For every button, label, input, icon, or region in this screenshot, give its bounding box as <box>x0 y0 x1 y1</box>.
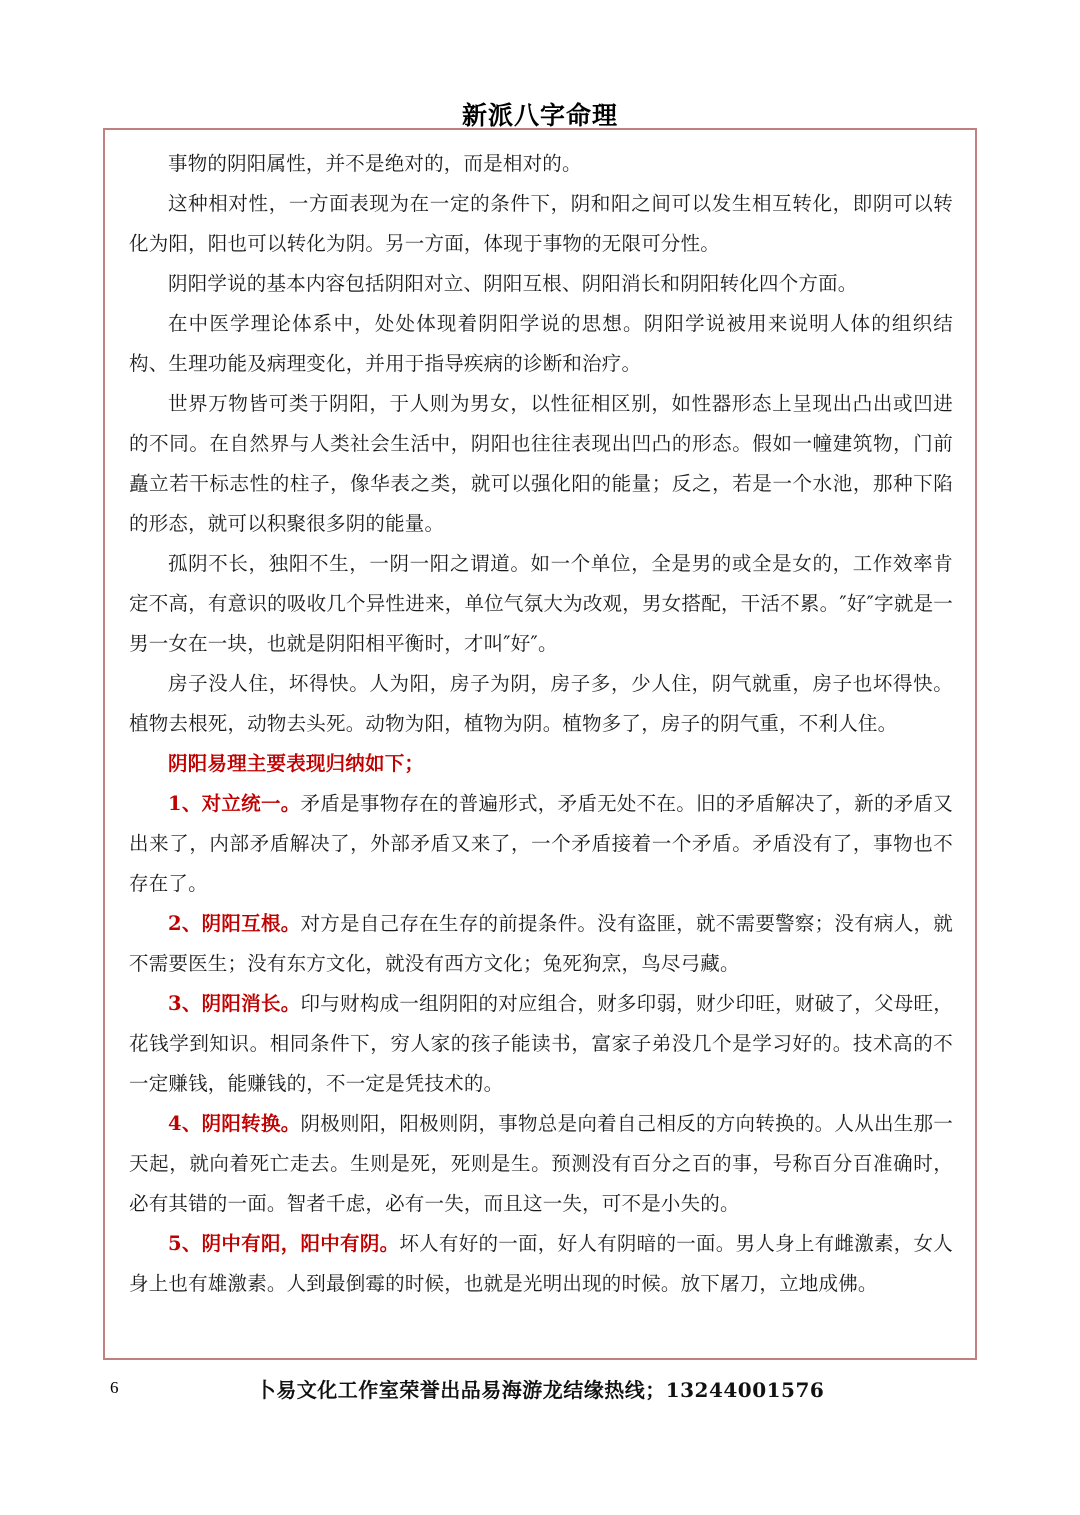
list-item-lead: 4、阴阳转换。 <box>168 1112 301 1135</box>
paragraph: 在中医学理论体系中，处处体现着阴阳学说的思想。阴阳学说被用来说明人体的组织结构、生理功能及病理变化，并用于指导疾病的诊断和治疗。 <box>129 312 953 375</box>
section-heading: 阴阳易理主要表现归纳如下； <box>168 752 425 775</box>
list-item <box>129 984 953 1104</box>
paragraph: 房子没人住，坏得快。人为阳，房子为阴，房子多，少人住，阴气就重，房子也坏得快。植物去根死，动物去头死。动物为阳，植物为阴。植物多了，房子的阴气重，不利人住。 <box>129 672 953 735</box>
paragraph: 阴阳学说的基本内容包括阴阳对立、阴阳互根、阴阳消长和阴阳转化四个方面。 <box>168 272 858 295</box>
list-item-text: 矛盾是事物存在的普遍形式，矛盾无处不在。旧的矛盾解决了，新的矛盾又出来了，内部矛盾解决了，外部矛盾又来了，一个矛盾接着一个矛盾。矛盾没有了，事物也不存在了。 <box>129 792 953 895</box>
paragraph: 事物的阴阳属性，并不是绝对的，而是相对的。 <box>168 152 582 175</box>
list-item <box>129 1224 953 1304</box>
paragraph: 世界万物皆可类于阴阳，于人则为男女，以性征相区别，如性器形态上呈现出凸出或凹进的不同。在自然界与人类社会生活中，阴阳也往往表现出凹凸的形态。假如一幢建筑物，门前矗立若干标志性的柱子，像华表之类，就可以强化阳的能量；反之，若是一个水池，那种下陷的形态，就可以积聚很多阴的能量。 <box>129 392 953 535</box>
content-frame <box>103 128 977 1360</box>
page-title: 新派八字命理 <box>461 101 618 130</box>
list-item-lead: 3、阴阳消长。 <box>168 992 301 1015</box>
paragraph: 孤阴不长，独阳不生，一阴一阳之谓道。如一个单位，全是男的或全是女的，工作效率肯定不高，有意识的吸收几个异性进来，单位气氛大为改观，男女搭配，干活不累。″好″字就是一男一女在一块，也就是阴阳相平衡时，才叫″好″。 <box>129 552 953 655</box>
paragraph: 这种相对性，一方面表现为在一定的条件下，阴和阳之间可以发生相互转化，即阴可以转化为阳，阳也可以转化为阴。另一方面，体现于事物的无限可分性。 <box>129 192 953 255</box>
list-item <box>129 904 953 984</box>
list-item-lead: 1、对立统一。 <box>168 792 301 815</box>
page-number: 6 <box>110 1378 119 1397</box>
list-item-text: 坏人有好的一面，好人有阴暗的一面。男人身上有雌激素，女人身上也有雄激素。人到最倒霉的时候，也就是光明出现的时候。放下屠刀，立地成佛。 <box>129 1232 953 1295</box>
list-item-text: 印与财构成一组阴阳的对应组合，财多印弱，财少印旺，财破了，父母旺，花钱学到知识。相同条件下，穷人家的孩子能读书，富家子弟没几个是学习好的。技术高的不一定赚钱，能赚钱的，不一定是凭技术的。 <box>129 992 953 1095</box>
list-item-lead: 2、阴阳互根。 <box>168 912 301 935</box>
list-item <box>129 1104 953 1224</box>
list-item <box>129 784 953 904</box>
list-item-text: 阴极则阳，阳极则阴，事物总是向着自己相反的方向转换的。人从出生那一天起，就向着死亡走去。生则是死，死则是生。预测没有百分之百的事，号称百分百准确时，必有其错的一面。智者千虑，必有一失，而且这一失，可不是小失的。 <box>129 1112 953 1215</box>
footer-note: 卜易文化工作室荣誉出品易海游龙结缘热线；13244001576 <box>255 1378 825 1402</box>
list-item-lead: 5、阴中有阳，阳中有阴。 <box>168 1232 400 1255</box>
list-item-text: 对方是自己存在生存的前提条件。没有盗匪，就不需要警察；没有病人，就不需要医生；没有东方文化，就没有西方文化；兔死狗烹，鸟尽弓藏。 <box>129 912 953 975</box>
